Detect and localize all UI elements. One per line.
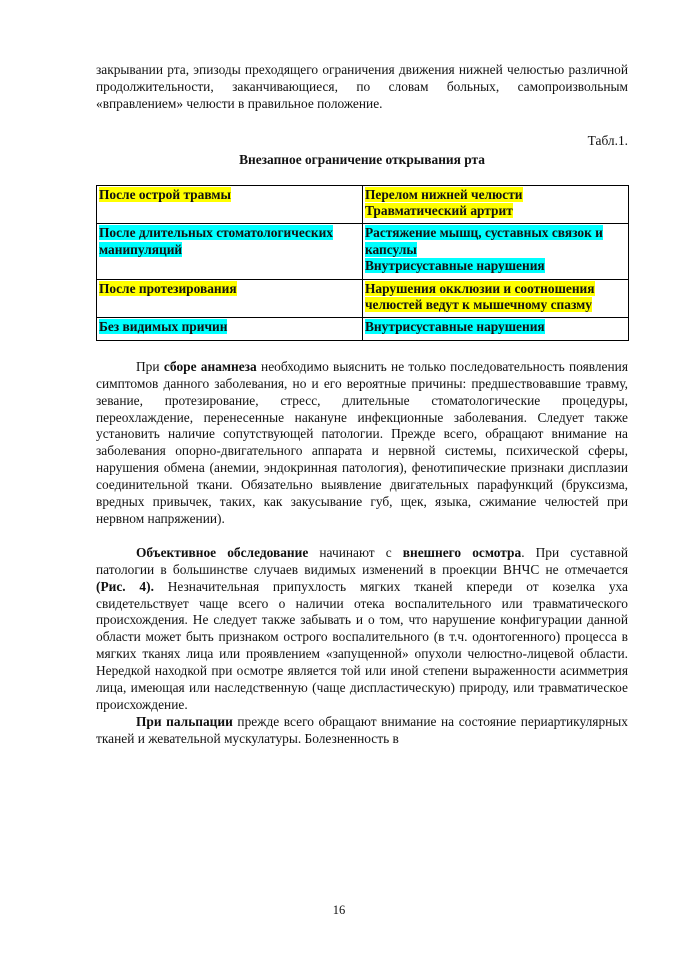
- text: необходимо выяснить не только последовательность появления симптомов данного заболевания, но и его вероятные причины: предшествовавшие травму, зевание, протезирование, стресс, длительные стоматологические процедуры, переохлаждение, перенесенные накануне инфекционные заболевания. Следует также установить наличие сопутствующей патологии. Прежде всего, обращают внимание на заболевания опорно-двигательного аппарата и нервной системы, психической сферы, нарушения обмена (анемии, эндокринная патология), фенотипические признаки дисплазии соединительной ткани. Обязательно выявление двигательных парафункций (бруксизма, вредных привычек, таких, как закусывание губ, щек, языка, сжимание челюстей при нервном напряжении).: [96, 358, 628, 526]
- cell-text: Нарушения окклюзии и соотношения челюстей ведут к мышечному спазму: [365, 280, 595, 312]
- anamnesis-paragraph: [96, 359, 628, 528]
- cell-text: Растяжение мышц, суставных связок и капсулы: [365, 225, 603, 257]
- table-label: Табл.1.: [587, 132, 628, 148]
- table-cell-left: [97, 185, 363, 224]
- table-cell-right: [363, 318, 629, 340]
- palpation-paragraph: [96, 714, 628, 748]
- bold-term: сборе анамнеза: [163, 358, 257, 374]
- text: прежде всего обращают внимание на состояние периартикулярных тканей и жевательной мускулатуры. Болезненность в: [96, 713, 629, 746]
- page-number: 16: [332, 903, 346, 917]
- text: . При суставной патологии в большинстве случаев видимых изменений в проекции ВНЧС не отмечается: [96, 544, 628, 577]
- bold-term: внешнего осмотра: [402, 544, 522, 560]
- cell-text: Внутрисуставные нарушения: [365, 319, 545, 335]
- table-row: [97, 224, 629, 279]
- table-row: [97, 318, 629, 340]
- table-cell-right: [363, 224, 629, 279]
- text: При: [136, 358, 164, 374]
- table-cell-right: [363, 279, 629, 318]
- symptom-table: [96, 185, 629, 341]
- cell-text: Перелом нижней челюсти: [365, 186, 523, 202]
- table-row: [97, 185, 629, 224]
- bold-term: При пальпации: [136, 713, 233, 729]
- text: начинают с: [308, 544, 403, 560]
- table-cell-right: [363, 185, 629, 224]
- intro-paragraph: закрывании рта, эпизоды преходящего ограничения движения нижней челюстью различной продолжительности, заканчивающиеся, по словам больных, самопроизвольным «вправлением» челюсти в правильное положение.: [96, 62, 628, 111]
- table-cell-left: [97, 318, 363, 340]
- bold-term: Объективное обследование: [136, 544, 309, 560]
- cell-text: Внутрисуставные нарушения: [365, 258, 545, 274]
- table-title: Внезапное ограничение открывания рта: [239, 151, 485, 167]
- cell-text: Травматический артрит: [365, 202, 513, 218]
- cell-text: Без видимых причин: [99, 319, 228, 335]
- cell-text: После протезирования: [99, 280, 237, 296]
- table-cell-left: [97, 224, 363, 279]
- cell-text: После острой травмы: [99, 186, 231, 202]
- table-row: [97, 279, 629, 318]
- table-cell-left: [97, 279, 363, 318]
- text: Незначительная припухлость мягких тканей кпереди от козелка уха свидетельствует чаще всего о наличии отека воспалительного или травматического происхождения. Не следует также забывать и о том, что нарушение конфигурации данной области может быть признаком острого воспалительного (в т.ч. одонтогенного) процесса в мягких тканях лица или проявлением «запущенной» опухоли челюстно-лицевой области. Нередкой находкой при осмотре является той или иной степени выраженности асимметрия лица, имеющая или наследственную (чаще диспластическую) природу, или травматическое происхождение.: [96, 578, 628, 712]
- page-body: [96, 62, 628, 748]
- cell-text: После длительных стоматологических манипуляций: [99, 225, 334, 257]
- figure-reference: (Рис. 4).: [96, 578, 154, 594]
- examination-paragraph: [96, 545, 628, 714]
